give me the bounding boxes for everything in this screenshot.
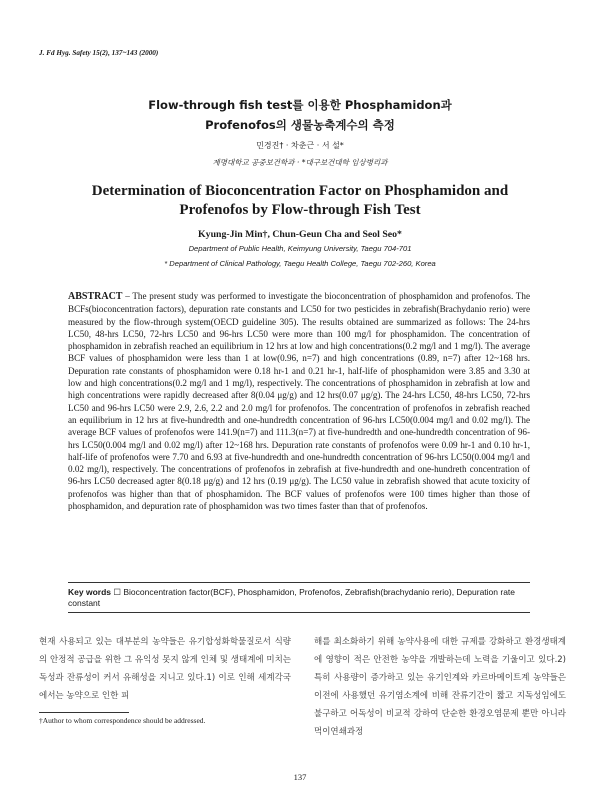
footnote-rule bbox=[39, 712, 129, 713]
keywords-bottom-rule bbox=[68, 612, 530, 613]
page-number: 137 bbox=[293, 772, 307, 782]
korean-title-line1: Flow-through fish test를 이용한 Phosphamidon과 bbox=[148, 98, 452, 112]
korean-title-line2: Profenofos의 생물농축계수의 측정 bbox=[205, 118, 395, 132]
abstract-body: – The present study was performed to investigate the bioconcentration of phosphamidon and profenofos. The BCFs(bioconcentration factors), depuration rate constants and LC50 for two pesticides in zebrafish(Brachydanio rerio) were measured by the flow-through system(OECD guideline 305). The results obtained are summarized as follows: The 24-hrs LC50, 48-hrs LC50, 72-hrs LC50 and 96-hrs LC50 were more than 100 mg/l for phosphamidon. The concentration of phosphamidon in zebrafish reached an equilibrium in 12 hrs at low and high concentrations(0.2 mg/l and 1 mg/l). The average BCF values of phosphamidon were less than 1 at low(0.96, n=7) and high concentrations (0.89, n=7) after 12~168 hrs. Depuration rate constants of phosphamidon were 0.18 hr-1 and 0.21 hr-1, half-life of phosphamidon were 3.85 and 3.30 at low and high concentrations(0.2 mg/l and 1 mg/l), respectively. The concentrations of phosphamidon in zebrafish at low and high concentrations were rapidly decreased after 8(0.04 μg/g) and 12 hrs(0.07 μg/g). The 24-hrs LC50, 48-hrs LC50, 72-hrs LC50 and 96-hrs LC50 were 2.9, 2.6, 2.2 and 2.0 mg/l for profenofos. The concentration of profenofos in zebrafish reached an equilibrium in 12 hrs at five-hundredth and one-hundredth concentration of 96-hrs LC50(0.004 mg/l and 0.02 mg/l). The average BCF values of profenofos were 141.9(n=7) and 111.3(n=7) at five-hundredth and one-hundredth concentration of 96-hrs LC50(0.004 mg/l and 0.02 mg/l) after 12~168 hrs. Depuration rate constants of profenofos were 0.09 hr-1 and 0.10 hr-1, half-life of profenofos were 7.70 and 6.93 at five-hundredth and one-hundredth concentration of 96-hrs LC50(0.004 mg/l and 0.02 mg/l), respectively. The concentrations of profenofos in zebrafish at five-hundredth and one-hundreth concentration of 96-hrs LC50 decreased agter 8(0.18 μg/g) and 12 hrs (0.19 μg/g). The LC50 value in zebrafish showed that acute toxicity of profenofos was higher than that of phosphamidon. The BCF values of profenofos were 100 times higher than those of phosphamidon, and depuration rate of phosphamidon was two times faster than that of profenofos. bbox=[68, 291, 530, 512]
english-authors: Kyung-Jin Min†, Chun-Geun Cha and Seol Seo* bbox=[198, 229, 402, 240]
keywords bbox=[68, 587, 530, 609]
english-title-line2: Profenofos by Flow-through Fish Test bbox=[179, 202, 421, 218]
keywords-text: ☐ Bioconcentration factor(BCF), Phosphamidon, Profenofos, Zebrafish(brachydanio rerio), Depuration rate constant bbox=[68, 587, 516, 608]
korean-affiliation: 계명대학교 공중보건학과 · *대구보건대학 임상병리과 bbox=[212, 158, 388, 167]
abstract-label: ABSTRACT bbox=[68, 291, 123, 302]
keywords-label: Key words bbox=[68, 587, 111, 597]
footnote: †Author to whom correspondence should be addressed. bbox=[39, 716, 206, 725]
body-right-column: 해를 최소화하기 위해 농약사용에 대한 규제를 강화하고 환경생태계에 영향이 적은 안전한 농약을 개발하는데 노력을 기울이고 있다.2) 특히 사용량이 증가하고 있는 유기인계와 카르바메이트계 농약들은 이전에 사용했던 유기염소계에 비해 잔류기간이 짧고 지독성임에도 불구하고 어독성이 비교적 강하여 단순한 환경오염문제 뿐만 아니라 먹이연쇄과정 bbox=[314, 637, 566, 737]
english-title-line1: Determination of Bioconcentration Factor on Phosphamidon and bbox=[91, 183, 509, 199]
affiliation-2: * Department of Clinical Pathology, Taegu Health College, Taegu 702-260, Korea bbox=[164, 259, 436, 268]
journal-citation: J. Fd Hyg. Safety 15(2), 137~143 (2000) bbox=[39, 49, 159, 57]
keywords-top-rule bbox=[68, 582, 530, 583]
korean-authors: 민경진† · 차춘근 · 서 설* bbox=[256, 141, 344, 150]
abstract bbox=[68, 290, 530, 512]
affiliation-1: Department of Public Health, Keimyung University, Taegu 704-701 bbox=[188, 244, 412, 253]
body-left-column: 현재 사용되고 있는 대부분의 농약들은 유기합성화학물질로서 식량의 안정적 공급을 위한 그 유익성 못지 않게 인체 및 생태계에 미치는 독성과 잔류성이 커서 유해성을 지니고 있다.1) 이로 인해 세계각국에서는 농약으로 인한 피 bbox=[39, 637, 291, 701]
